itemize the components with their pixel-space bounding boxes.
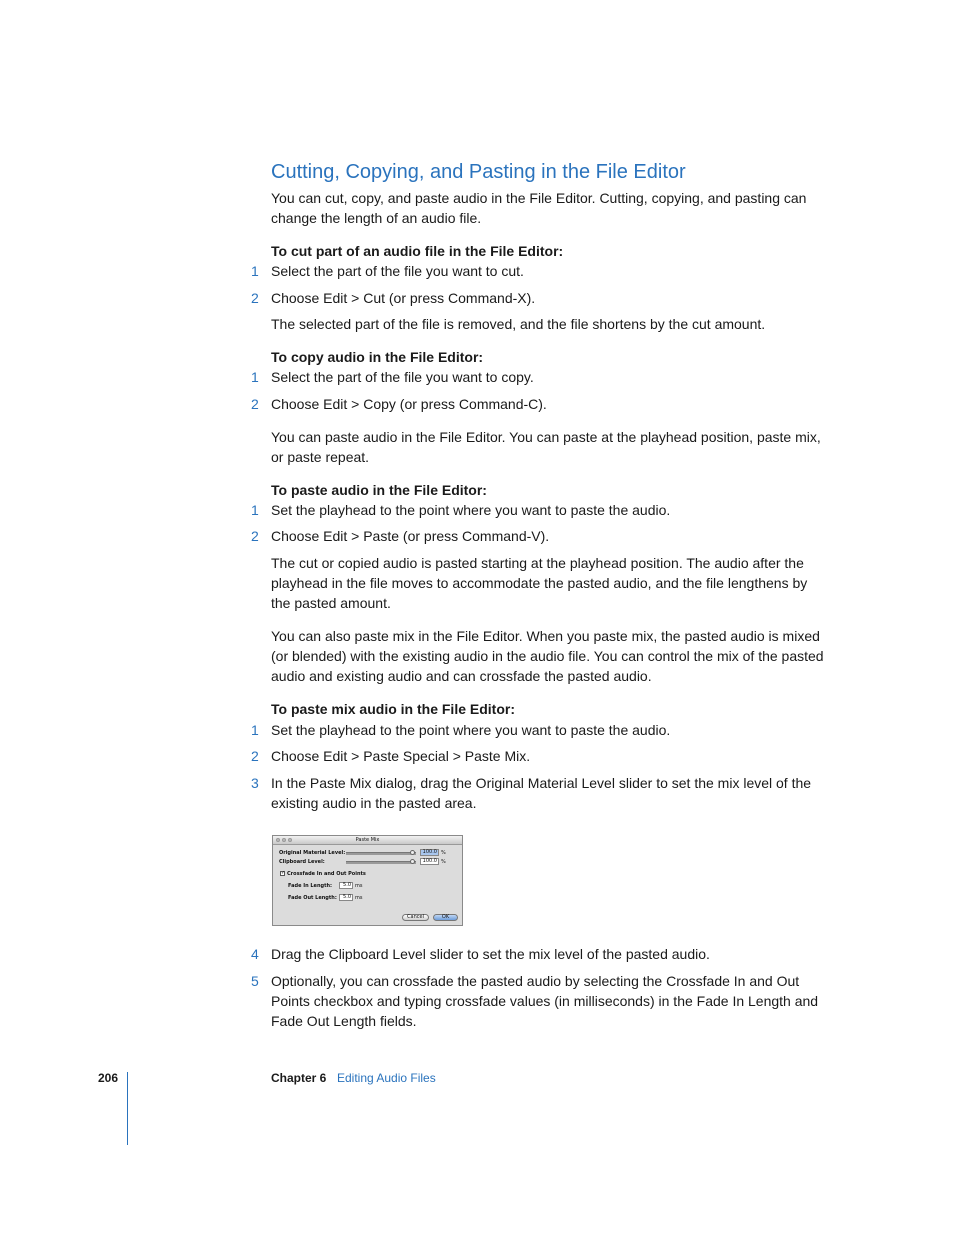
paste-mix-step-number: 4	[251, 946, 259, 962]
intro-paragraph: You can cut, copy, and paste audio in the File Editor. Cutting, copying, and pasting can change the length of an audio file.	[271, 190, 807, 226]
original-level-slider-thumb[interactable]	[410, 850, 415, 855]
clipboard-level-label: Clipboard Level:	[279, 859, 325, 865]
cut-step-number: 2	[251, 290, 259, 306]
mix-intro-paragraph: You can also paste mix in the File Editor. When you paste mix, the pasted audio is mixed (or blended) with the existing audio in the audio file. You can control the mix of the pasted audio and existing audio and can crossfade the pasted audio.	[271, 628, 824, 684]
paste-mix-step-number: 1	[251, 722, 259, 738]
clipboard-level-slider-thumb[interactable]	[410, 859, 415, 864]
paste-mix-step-text: Optionally, you can crossfade the pasted audio by selecting the Crossfade In and Out Points checkbox and typing crossfade values (in milliseconds) in the Fade In Length and Fade Out Length fields.	[271, 973, 819, 1029]
fade-in-field[interactable]: 5.0	[339, 882, 353, 889]
copy-procedure-title: To copy audio in the File Editor:	[271, 349, 484, 365]
copy-step-number: 1	[251, 369, 259, 385]
paste-step-text: Set the playhead to the point where you want to paste the audio.	[271, 502, 671, 518]
cut-step-text: Select the part of the file you want to cut.	[271, 263, 524, 279]
section-heading: Cutting, Copying, and Pasting in the File Editor	[271, 161, 686, 183]
paste-step-number: 1	[251, 502, 259, 518]
cut-note: The selected part of the file is removed, and the file shortens by the cut amount.	[271, 316, 766, 332]
clipboard-level-field[interactable]: 100.0	[420, 858, 439, 865]
paste-mix-step-text: Choose Edit > Paste Special > Paste Mix.	[271, 748, 531, 764]
ok-button[interactable]: OK	[433, 914, 458, 921]
paste-mix-step-number: 5	[251, 973, 259, 989]
paste-intro-paragraph: You can paste audio in the File Editor. You can paste at the playhead position, paste mix, or paste repeat.	[271, 429, 821, 465]
dialog-titlebar	[273, 836, 462, 845]
footer-chapter: Chapter 6	[271, 1071, 327, 1085]
crossfade-checkbox[interactable]: ✓	[281, 870, 286, 876]
cut-step-text: Choose Edit > Cut (or press Command-X).	[271, 290, 536, 306]
page-number: 206	[98, 1071, 119, 1085]
copy-step-text: Select the part of the file you want to copy.	[271, 369, 534, 385]
cut-procedure-title: To cut part of an audio file in the File Editor:	[271, 243, 564, 259]
paste-mix-step-text: Drag the Clipboard Level slider to set the mix level of the pasted audio.	[271, 946, 710, 962]
paste-mix-step-number: 2	[251, 748, 259, 764]
paste-mix-procedure-title: To paste mix audio in the File Editor:	[271, 701, 515, 717]
fade-in-label: Fade In Length:	[288, 883, 333, 889]
paste-mix-step-text: In the Paste Mix dialog, drag the Original Material Level slider to set the mix level of the existing audio in the pasted area.	[271, 775, 812, 811]
original-level-field[interactable]: 100.0	[420, 849, 439, 856]
original-level-unit: %	[441, 850, 446, 856]
paste-mix-dialog	[272, 835, 463, 926]
footer-chapter-title[interactable]: Editing Audio Files	[337, 1071, 436, 1085]
fade-out-label: Fade Out Length:	[288, 895, 337, 901]
fade-out-unit: ms	[355, 895, 363, 901]
clipboard-level-slider[interactable]	[346, 861, 416, 864]
fade-in-unit: ms	[355, 883, 363, 889]
crossfade-label: Crossfade In and Out Points	[287, 871, 366, 877]
original-level-label: Original Material Level:	[279, 850, 346, 856]
paste-procedure-title: To paste audio in the File Editor:	[271, 482, 487, 498]
paste-note: The cut or copied audio is pasted starting at the playhead position. The audio after the playhead in the file moves to accommodate the pasted audio, and the file lengthens by the pasted amount.	[271, 555, 808, 611]
cut-step-number: 1	[251, 263, 259, 279]
original-level-slider[interactable]	[346, 852, 416, 855]
copy-step-number: 2	[251, 396, 259, 412]
copy-step-text: Choose Edit > Copy (or press Command-C).	[271, 396, 547, 412]
clipboard-level-unit: %	[441, 859, 446, 865]
paste-step-number: 2	[251, 528, 259, 544]
fade-out-field[interactable]: 5.0	[339, 894, 353, 901]
cancel-button[interactable]: Cancel	[402, 914, 429, 921]
footer-divider	[127, 1072, 128, 1145]
paste-mix-step-number: 3	[251, 775, 259, 791]
paste-step-text: Choose Edit > Paste (or press Command-V).	[271, 528, 550, 544]
dialog-title: Paste Mix	[355, 837, 380, 843]
paste-mix-step-text: Set the playhead to the point where you want to paste the audio.	[271, 722, 671, 738]
